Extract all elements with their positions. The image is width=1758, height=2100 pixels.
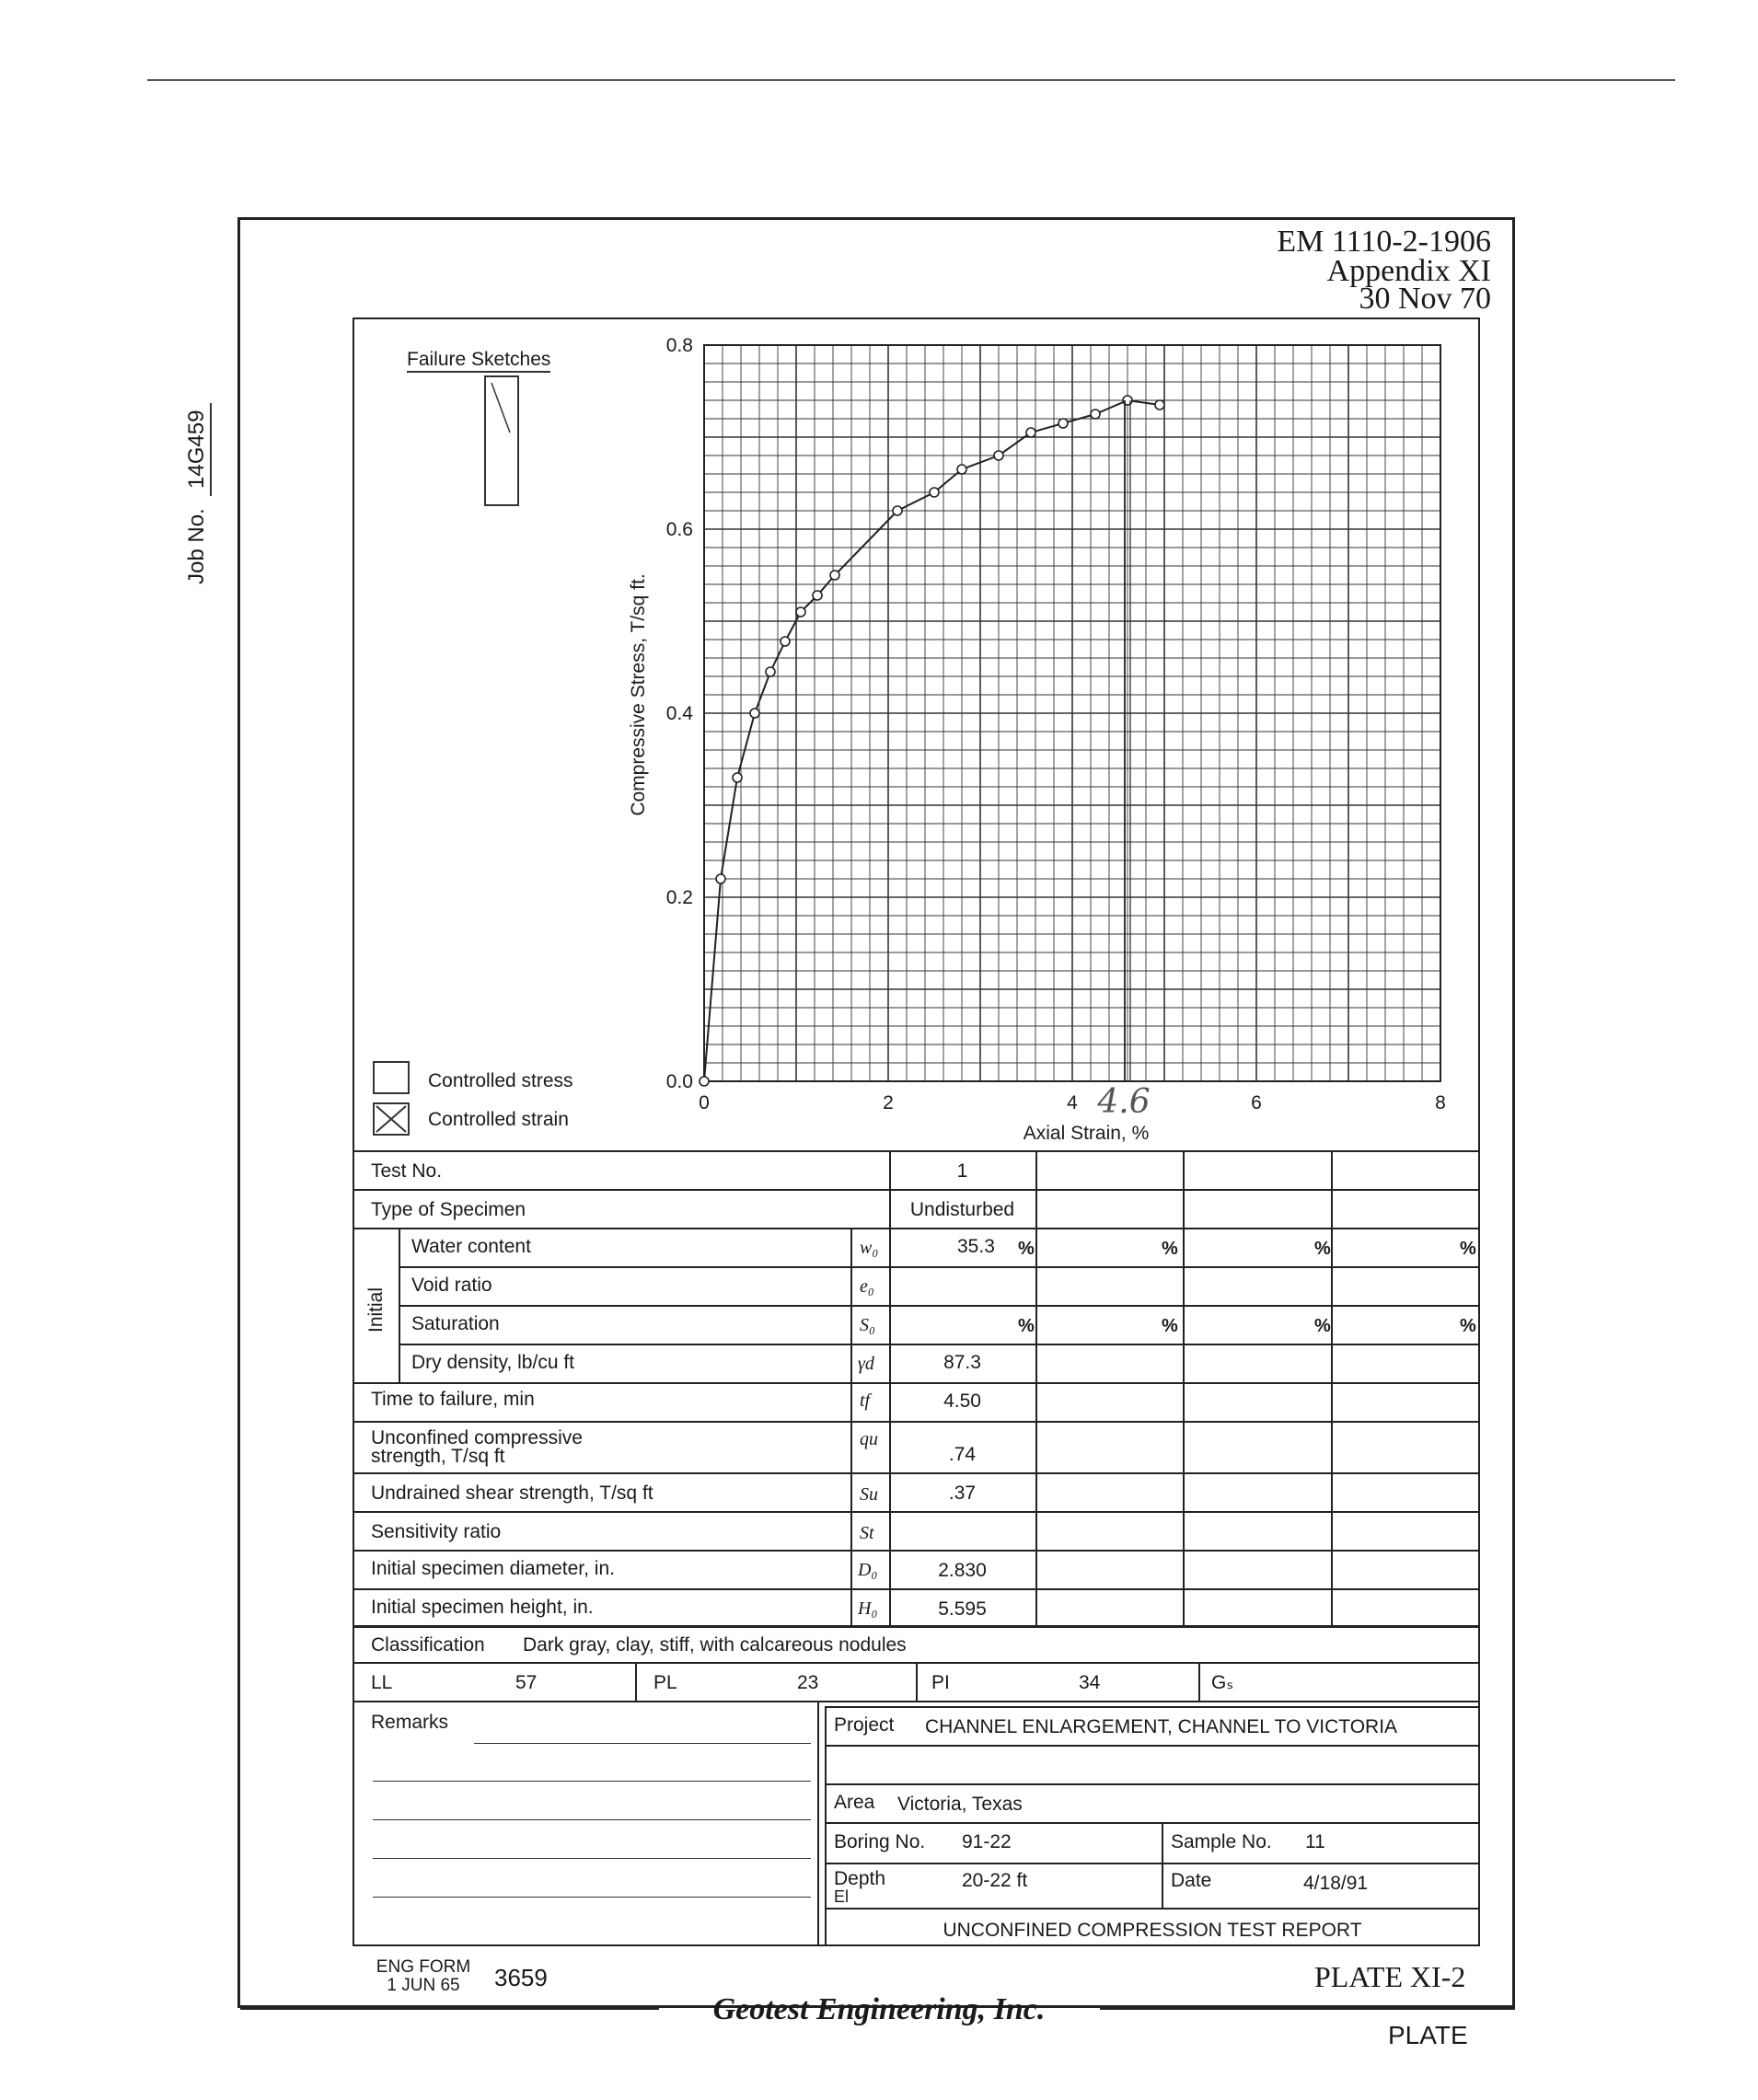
remarks-line-2: [373, 1781, 811, 1782]
remarks-line-1: [474, 1743, 811, 1744]
report-title: UNCONFINED COMPRESSION TEST REPORT: [943, 1920, 1362, 1941]
water-content-pct-1: %: [1018, 1239, 1035, 1259]
boring-no-value: 91-22: [962, 1831, 1012, 1852]
classification-value: Dark gray, clay, stiff, with calcareous nodules: [523, 1634, 907, 1656]
saturation-pct-4: %: [1460, 1316, 1476, 1336]
remarks-line-3: [373, 1819, 811, 1820]
failure-plane-sketch: [486, 377, 517, 504]
x-tick-label: 2: [883, 1092, 894, 1113]
saturation-pct-1: %: [1018, 1316, 1035, 1336]
saturation-pct-3: %: [1314, 1316, 1331, 1336]
remarks-line-5: [373, 1897, 811, 1898]
check-x-icon: [375, 1104, 408, 1134]
specimen-diameter-1: 2.830: [938, 1560, 987, 1581]
test-no-label: Test No.: [371, 1160, 443, 1182]
dry-density-symbol: γd: [858, 1354, 874, 1374]
saturation-symbol: S₀: [860, 1315, 875, 1335]
type-of-specimen-1: Undisturbed: [909, 1199, 1015, 1220]
gs-label: Gₛ: [1211, 1672, 1234, 1693]
pl-value: 23: [797, 1672, 819, 1693]
x-tick-label: 8: [1435, 1092, 1446, 1113]
unconfined-strength-1: .74: [948, 1444, 977, 1465]
controlled-stress-checkbox: [373, 1061, 410, 1094]
data-point: [733, 773, 742, 782]
controlled-strain-label: Controlled strain: [428, 1109, 569, 1130]
data-point: [716, 874, 725, 883]
project-value: CHANNEL ENLARGEMENT, CHANNEL TO VICTORIA: [925, 1716, 1398, 1737]
depth-value: 20-22 ft: [962, 1870, 1028, 1891]
failure-strain-annotation: 4.6: [1097, 1083, 1151, 1121]
undrained-shear-label: Undrained shear strength, T/sq ft: [371, 1483, 653, 1504]
time-to-failure-1: 4.50: [943, 1390, 981, 1412]
em-number: EM 1110-2-1906: [1277, 225, 1491, 259]
plate-number: PLATE XI-2: [1314, 1960, 1466, 1993]
controlled-stress-label: Controlled stress: [428, 1070, 573, 1091]
saturation-label: Saturation: [411, 1313, 500, 1334]
data-point: [766, 667, 775, 676]
specimen-height-1: 5.595: [938, 1598, 987, 1620]
job-number: Job No. 14G459: [184, 403, 212, 584]
undrained-shear-1: .37: [948, 1483, 977, 1504]
void-ratio-label: Void ratio: [411, 1275, 492, 1296]
eng-form-date: 1 JUN 65: [387, 1976, 460, 1995]
data-point: [781, 637, 790, 646]
specimen-height-label: Initial specimen height, in.: [371, 1597, 594, 1618]
area-value: Victoria, Texas: [897, 1794, 1023, 1815]
el-label: El: [834, 1887, 850, 1906]
sample-no-label: Sample No.: [1171, 1831, 1272, 1852]
water-content-1: 35.3: [957, 1236, 995, 1257]
void-ratio-symbol: e₀: [860, 1276, 874, 1297]
data-point: [1058, 419, 1068, 428]
data-point: [930, 488, 939, 497]
pi-label: PI: [931, 1672, 950, 1693]
scan-top-edge: [147, 79, 1675, 81]
test-no-1: 1: [956, 1160, 968, 1182]
y-tick-label: 0.2: [665, 887, 693, 908]
unconfined-strength-label-2: strength, T/sq ft: [371, 1446, 505, 1467]
data-point: [994, 451, 1003, 460]
failure-sketches-title: Failure Sketches: [407, 350, 550, 373]
initial-group-divider: [399, 1228, 400, 1382]
data-point: [813, 591, 822, 600]
table-top-rule: [353, 1150, 1480, 1152]
y-tick-label: 0.6: [665, 519, 693, 540]
depth-label: Depth: [834, 1868, 886, 1889]
date-value: 4/18/91: [1303, 1873, 1369, 1894]
specimen-height-symbol: H₀: [858, 1598, 878, 1619]
data-point: [1155, 400, 1164, 410]
company-name: Geotest Engineering, Inc.: [712, 1992, 1046, 2026]
series-line: [704, 400, 1160, 1081]
data-point: [796, 607, 805, 617]
water-content-pct-4: %: [1460, 1239, 1476, 1259]
time-to-failure-label: Time to failure, min: [371, 1389, 535, 1410]
pl-label: PL: [653, 1672, 677, 1693]
date-label: Date: [1171, 1870, 1212, 1891]
plate-label: PLATE: [1388, 2021, 1468, 2049]
initial-label: Initial: [365, 1287, 387, 1333]
eng-form-number: 3659: [494, 1964, 548, 1991]
water-content-pct-3: %: [1314, 1239, 1331, 1259]
x-tick-label: 4: [1067, 1092, 1078, 1113]
x-tick-label: 0: [699, 1092, 710, 1113]
project-label: Project: [834, 1714, 895, 1736]
area-label: Area: [834, 1792, 875, 1813]
chart-ticks: [666, 335, 1446, 1113]
failure-annotation: [1096, 400, 1150, 1121]
specimen-diameter-label: Initial specimen diameter, in.: [371, 1558, 615, 1579]
water-content-label: Water content: [411, 1236, 531, 1257]
data-point: [957, 465, 966, 474]
sensitivity-ratio-symbol: St: [860, 1523, 874, 1543]
y-tick-label: 0.0: [665, 1071, 693, 1092]
water-content-pct-2: %: [1162, 1239, 1178, 1259]
controlled-strain-checkbox: [373, 1102, 410, 1136]
ll-value: 57: [515, 1672, 538, 1693]
y-axis-label: Compressive Stress, T/sq ft.: [628, 573, 649, 816]
water-content-symbol: w₀: [860, 1238, 879, 1258]
remarks-label: Remarks: [371, 1712, 449, 1733]
stress-strain-curve: [700, 396, 1164, 1086]
boring-no-label: Boring No.: [834, 1831, 926, 1852]
classification-label: Classification: [371, 1634, 485, 1656]
unconfined-strength-symbol: qu: [860, 1429, 878, 1449]
data-point: [700, 1077, 709, 1086]
data-point: [750, 709, 759, 718]
undrained-shear-symbol: Su: [860, 1484, 878, 1505]
saturation-pct-2: %: [1162, 1316, 1178, 1336]
data-point: [893, 506, 902, 515]
appendix-label: Appendix XI: [1326, 254, 1491, 288]
dry-density-label: Dry density, lb/cu ft: [411, 1352, 575, 1373]
job-number-value: 14G459: [184, 403, 212, 496]
data-point: [830, 571, 839, 580]
unconfined-strength-label: Unconfined compressive: [371, 1427, 583, 1448]
sensitivity-ratio-label: Sensitivity ratio: [371, 1521, 502, 1542]
type-of-specimen-label: Type of Specimen: [371, 1199, 526, 1220]
remarks-line-4: [373, 1858, 811, 1859]
specimen-diameter-symbol: D₀: [858, 1560, 878, 1580]
chart-grid: [704, 345, 1440, 1081]
eng-form-label: ENG FORM: [376, 1957, 471, 1977]
sample-no-value: 11: [1305, 1831, 1325, 1852]
y-tick-label: 0.8: [665, 335, 693, 356]
time-to-failure-symbol: tf: [860, 1390, 871, 1411]
x-axis-label: Axial Strain, %: [1023, 1123, 1150, 1144]
stress-strain-chart: [617, 331, 1473, 1150]
header-date: 30 Nov 70: [1359, 282, 1491, 316]
data-point: [1091, 410, 1100, 419]
y-tick-label: 0.4: [665, 703, 693, 724]
x-tick-label: 6: [1251, 1092, 1262, 1113]
data-point: [1026, 428, 1035, 437]
pi-value: 34: [1079, 1672, 1101, 1693]
failure-sketch-box: [484, 375, 519, 506]
dry-density-1: 87.3: [943, 1352, 981, 1373]
ll-label: LL: [371, 1672, 393, 1693]
